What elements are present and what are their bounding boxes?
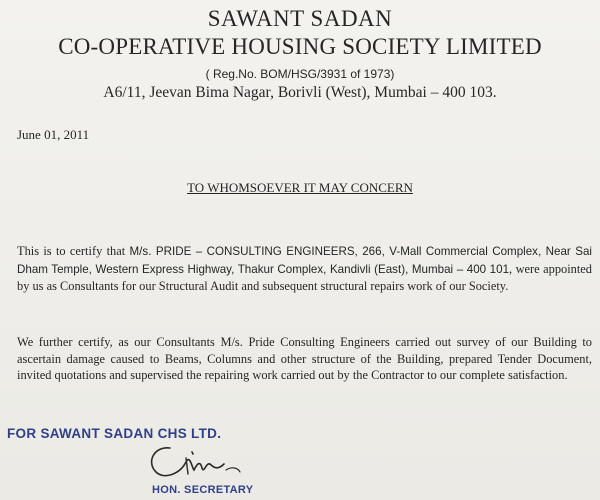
paragraph-satisfaction: We further certify, as our Consultants M/s. Pride Consulting Engineers carried out survey of our Building to ascertain damage caused to Beams, Columns and other structure of the Building, prepared Tender Document, invited quotations and supervised the repairing work carried out by the Contractor to our complete satisfaction. bbox=[17, 335, 592, 383]
letter-date: June 01, 2011 bbox=[17, 127, 90, 142]
paragraph-appointment-suffix: , were appointed by us as Consultants for our Structural Audit and subsequent structural repairs work of our Society. bbox=[17, 261, 592, 294]
stamp-designation: HON. SECRETARY bbox=[152, 484, 254, 496]
consultant-firm-details: M/s. PRIDE – CONSULTING ENGINEERS, 266, V-Mall Commercial Complex, Near Sai Dham Temple, Western Express Highway, Thakur Complex, Kandivli (East), Mumbai – 400 101 bbox=[17, 245, 592, 276]
paragraph-appointment-prefix: This is to certify that bbox=[17, 244, 130, 258]
paragraph-appointment bbox=[17, 243, 592, 295]
letter-heading-text: TO WHOMSOEVER IT MAY CONCERN bbox=[187, 180, 413, 195]
letter-heading bbox=[0, 180, 600, 196]
society-address: A6/11, Jeevan Bima Nagar, Borivli (West), Mumbai – 400 103. bbox=[103, 84, 497, 101]
signature-image bbox=[140, 440, 250, 484]
registration-number: ( Reg.No. BOM/HSG/3931 of 1973) bbox=[205, 67, 395, 81]
society-full-name: CO-OPERATIVE HOUSING SOCIETY LIMITED bbox=[58, 34, 542, 59]
stamp-for-society: FOR SAWANT SADAN CHS LTD. bbox=[7, 426, 222, 441]
society-name: SAWANT SADAN bbox=[207, 6, 393, 31]
